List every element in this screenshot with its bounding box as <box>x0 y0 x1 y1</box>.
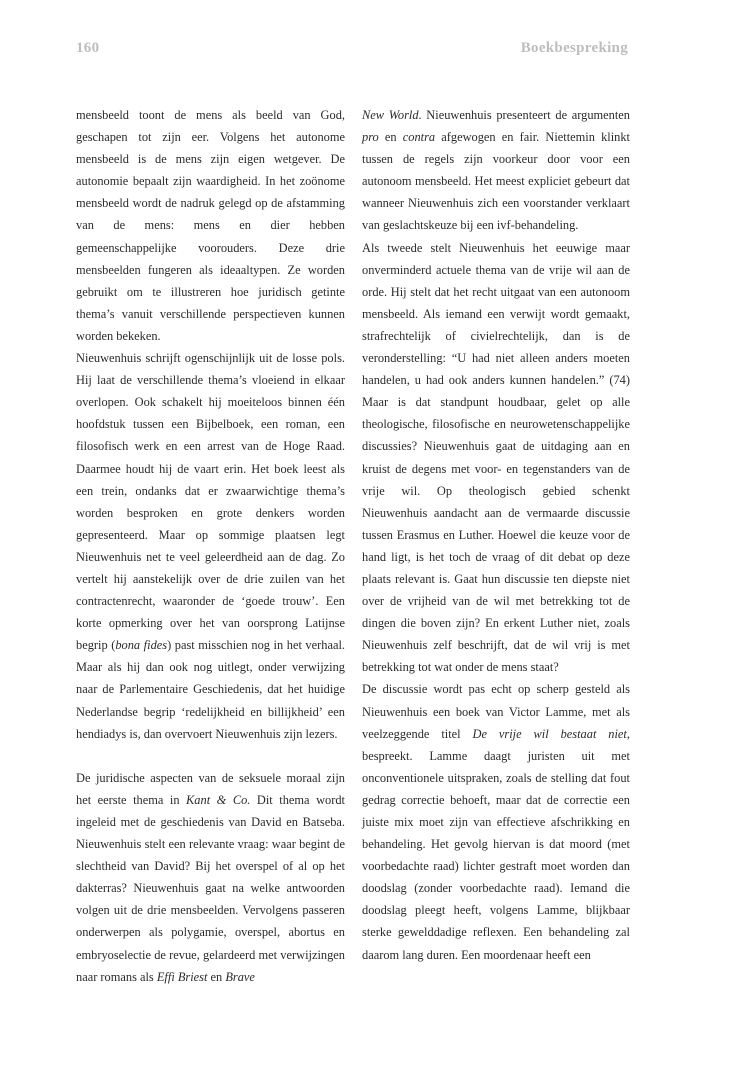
paragraph <box>362 104 630 237</box>
text-run: en <box>207 969 226 984</box>
paragraph <box>362 237 630 679</box>
italic-text: Brave <box>225 969 255 984</box>
text-run: Nieuwenhuis schrijft ogenschijnlijk uit de losse pols. Hij laat de verschillende thema’s vloeiend in elkaar overlopen. Ook schakelt hij moeiteloos binnen één hoofdstuk tussen een Bijbelboek, een roman, een filosofisch werk en een arrest van de Hoge Raad. Daarmee houdt hij de vaart erin. Het boek leest als een trein, ondanks dat er zwaarwichtige thema’s worden besproken en grote denkers worden gepresenteerd. Maar op sommige plaatsen legt Nieuwenhuis net te veel geleerdheid aan de dag. Zo vertelt hij aanstekelijk over de drie zuilen van het contractenrecht, waaronder de ‘goede trouw’. Een korte opmerking over het van oorsprong Latijnse begrip ( <box>76 351 345 653</box>
italic-text: contra <box>402 130 436 145</box>
italic-text: De vrije wil bestaat niet <box>472 726 627 741</box>
text-run: Dit thema wordt ingeleid met de geschiedenis van David en Batseba. Nieuwenhuis stelt een relevante vraag: waar begint de slechtheid van David? Bij het overspel of al op het dakterras? Nieuwenhuis gaat na welke antwoorden volgen uit de drie mensbeelden. Vervolgens passeren onderwerpen als polygamie, overspel, abortus en embryoselectie de revue, gelardeerd met verwijzingen naar romans als <box>76 792 345 984</box>
running-header-title: Boekbespreking <box>520 40 628 56</box>
page-number: 160 <box>76 40 100 56</box>
text-run: , bespreekt. Lamme daagt juristen uit met onconventionele uitspraken, zoals de stelling dat fout gedrag correctie behoeft, maar dat de correctie een juiste mix moet zijn van effectieve afschrikking en behandeling. Het gevolg hiervan is dat moord (met voorbedachte raad) lichter gestraft moet worden dan doodslag (zonder voorbedachte raad). Iemand die doodslag pleegt heeft, volgens Lamme, blijkbaar sterke gewelddadige reflexen. Een behandeling zal daarom lang duren. Een moordenaar heeft een <box>362 726 630 962</box>
right-column <box>362 104 630 966</box>
italic-text: Kant & Co. <box>186 792 251 807</box>
italic-text: pro <box>362 130 379 145</box>
text-run: Als tweede stelt Nieuwenhuis het eeuwige maar onverminderd actuele thema van de vrije wil aan de orde. Hij stelt dat het recht uitgaat van een autonoom mensbeeld. Als iemand een verwijt wordt gemaakt, strafrechtelijk of civielrechtelijk, dan is de veronderstelling: “U had niet alleen anders moeten handelen, u had ook anders kunnen handelen.” (74) Maar is dat standpunt houdbaar, gelet op alle theologische, filosofische en neurowetenschappelijke discussies? Nieuwenhuis gaat de uitdaging aan en kruist de degens met voor- en tegenstanders van de vrije wil. Op theologisch gebied schenkt Nieuwenhuis aandacht aan de vermaarde discussie tussen Erasmus en Luther. Hoewel die keuze voor de hand ligt, is het toch de vraag of dit debat op deze plaats relevant is. Gaat hun discussie ten diepste niet over de vrijheid van de wil met betrekking tot de dingen die boven zijn? En erkent Luther niet, zoals Nieuwenhuis zelf beschrijft, dat de wil vrij is met betrekking tot wat onder de mens staat? <box>362 240 630 675</box>
paragraph <box>76 767 345 988</box>
text-run: en <box>378 130 403 145</box>
italic-text: Effi Briest <box>156 969 208 984</box>
paragraph <box>76 347 345 745</box>
italic-text: New World <box>362 108 419 122</box>
left-column <box>76 104 345 988</box>
paragraph <box>76 104 345 347</box>
text-run: . Nieuwenhuis presenteert de argumenten <box>418 108 630 122</box>
text-run: afgewogen en fair. Niettemin klinkt tussen de regels zijn voorkeur door voor een autonoom mensbeeld. Het meest expliciet gebeurt dat wanneer Nieuwenhuis zich een voorstander verklaart van geslachtskeuze bij een ivf-behandeling. <box>362 130 631 233</box>
text-run: De juridische aspecten van de seksuele moraal zijn het eerste thema in <box>76 770 345 807</box>
text-run: mensbeeld toont de mens als beeld van God, geschapen tot zijn eer. Volgens het autonome mensbeeld is de mens zijn eigen wetgever. De autonomie bepaalt zijn waardigheid. In het zoönome mensbeeld wordt de nadruk gelegd op de afstamming van de mens: mens en dier hebben gemeenschappelijke voorouders. Deze drie mensbeelden fungeren als ideaaltypen. Ze worden gebruikt om te illustreren hoe juridisch getinte thema’s vanuit verschillende perspectieven kunnen worden bekeken. <box>76 108 345 343</box>
italic-text: bona fides <box>115 638 168 653</box>
text-run: ) past misschien nog in het verhaal. Maar als hij dan ook nog uitlegt, onder verwijzing naar de Parlementaire Geschiedenis, dat het huidige Nederlandse begrip ‘redelijkheid en billijkheid’ een hendiadys is, dan overvoert Nieuwenhuis zijn lezers. <box>76 638 345 741</box>
text-run: De discussie wordt pas echt op scherp gesteld als Nieuwenhuis een boek van Victor Lamme, met als veelzeggende titel <box>362 682 630 741</box>
paragraph <box>362 678 630 965</box>
